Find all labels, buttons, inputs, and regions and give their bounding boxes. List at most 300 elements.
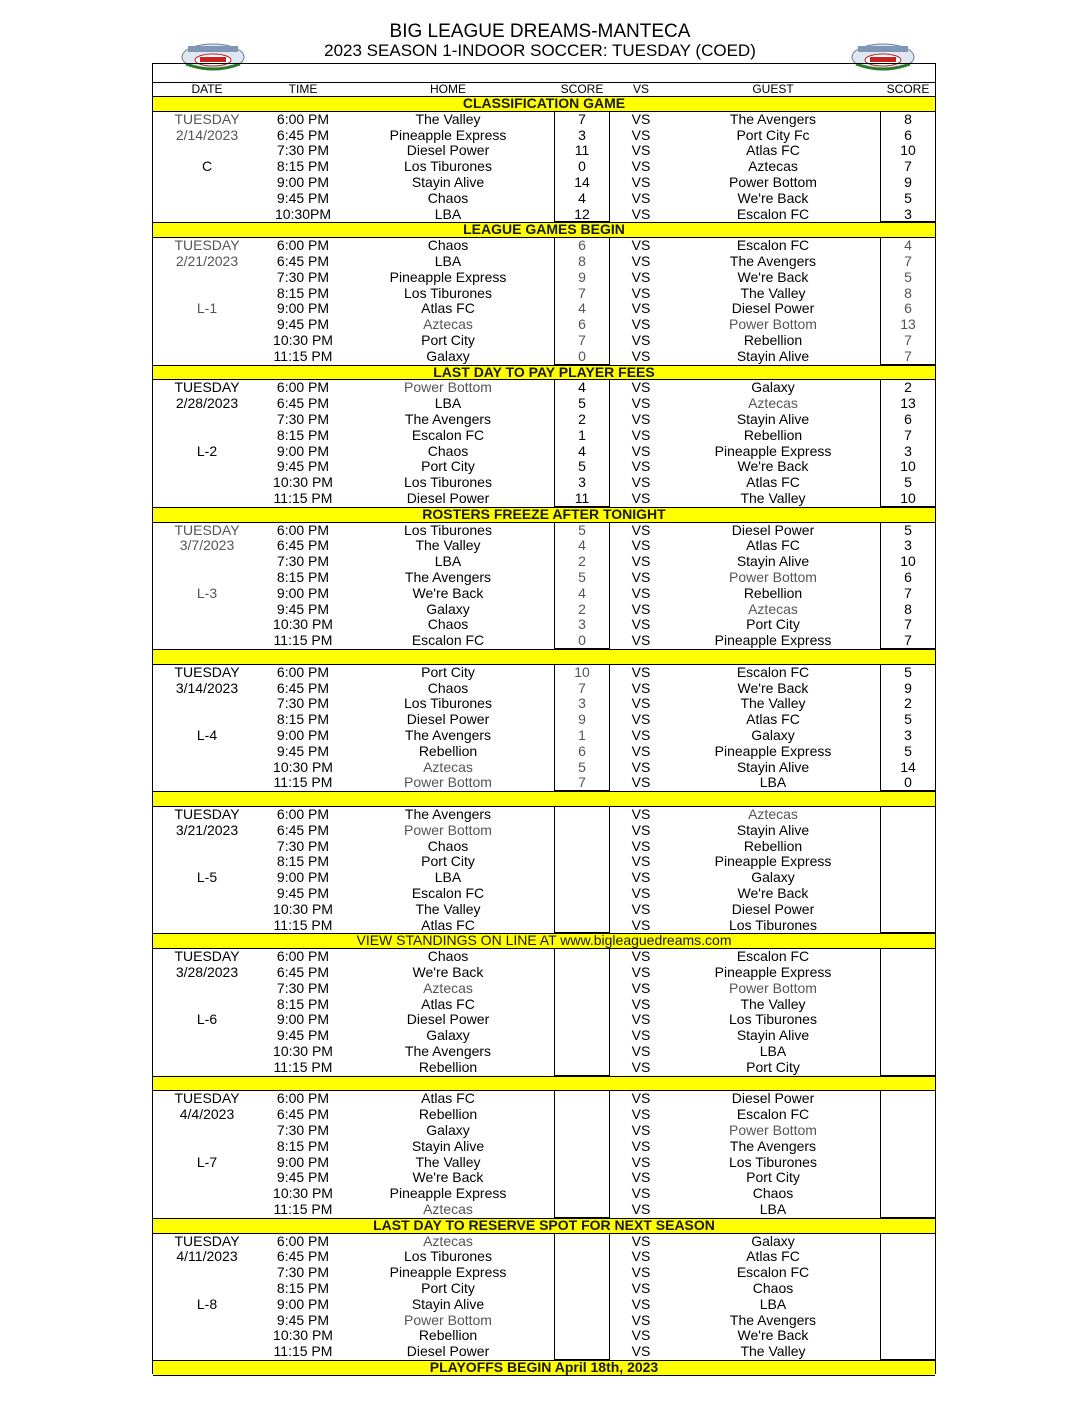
week-code: C (201, 158, 213, 175)
game-time: 9:45 PM (276, 1027, 330, 1044)
game-time: 9:45 PM (276, 600, 330, 617)
home-team: Los Tiburones (404, 158, 492, 175)
game-time: 9:00 PM (276, 1011, 330, 1028)
week-banner: CLASSIFICATION GAME (153, 96, 935, 112)
game-row (153, 1249, 935, 1265)
home-score: 7 (554, 333, 610, 349)
home-team: Atlas FC (421, 916, 475, 933)
home-score (554, 981, 610, 997)
home-score: 5 (554, 760, 610, 776)
game-row (153, 1328, 935, 1344)
guest-score: 10 (880, 491, 936, 507)
guest-score (880, 1123, 936, 1139)
game-row (153, 918, 935, 934)
guest-score: 7 (880, 333, 936, 349)
home-team: Chaos (427, 237, 469, 254)
game-time: 10:30PM (274, 205, 332, 222)
game-row (153, 1297, 935, 1313)
guest-score: 5 (880, 665, 936, 681)
guest-team: Stayin Alive (736, 758, 810, 775)
game-row (153, 428, 935, 444)
guest-score: 8 (880, 286, 936, 302)
guest-score: 8 (880, 112, 936, 128)
week-date: 3/28/2023 (175, 964, 239, 980)
game-row (153, 1313, 935, 1329)
vs-label: VS (631, 332, 651, 348)
week-banner: LEAGUE GAMES BEGIN (153, 222, 935, 238)
home-score (554, 1313, 610, 1329)
home-score (554, 1123, 610, 1139)
game-time: 9:00 PM (276, 584, 330, 601)
guest-score (880, 1234, 936, 1250)
week-day: TUESDAY (174, 948, 240, 965)
game-row (153, 1281, 935, 1297)
game-row (153, 823, 935, 839)
guest-team: The Avengers (729, 110, 817, 127)
game-row (153, 380, 935, 396)
home-score (554, 1012, 610, 1028)
game-time: 11:15 PM (273, 1058, 333, 1075)
guest-score (880, 1202, 936, 1218)
vs-label: VS (631, 553, 651, 570)
guest-score (880, 1281, 936, 1297)
week-day: TUESDAY (174, 663, 240, 680)
home-team: Diesel Power (406, 1011, 490, 1028)
home-score: 12 (554, 207, 610, 223)
game-time: 7:30 PM (276, 268, 330, 285)
game-time: 6:00 PM (276, 1232, 330, 1249)
game-row (153, 1155, 935, 1171)
game-time: 9:00 PM (276, 300, 330, 317)
guest-team: Power Bottom (729, 316, 817, 333)
home-score: 2 (554, 412, 610, 428)
col-date: DATE (191, 82, 223, 96)
game-row (153, 902, 935, 918)
guest-score: 2 (880, 696, 936, 712)
game-row (153, 839, 935, 855)
vs-label: VS (631, 253, 651, 269)
game-time: 7:30 PM (276, 1122, 330, 1138)
vs-label: VS (631, 316, 651, 333)
guest-score: 10 (880, 554, 936, 570)
home-score: 1 (554, 728, 610, 744)
game-row (153, 775, 935, 791)
game-time: 6:45 PM (276, 395, 330, 412)
game-row (153, 301, 935, 317)
home-team: Diesel Power (406, 490, 490, 506)
home-score (554, 854, 610, 870)
home-team: The Avengers (404, 727, 492, 743)
home-team: The Valley (415, 110, 481, 127)
game-time: 11:15 PM (273, 490, 333, 506)
game-row (153, 159, 935, 175)
game-row (153, 633, 935, 649)
guest-score (880, 1297, 936, 1313)
guest-team: Port City (746, 616, 800, 633)
vs-label: VS (631, 1311, 651, 1328)
home-team: The Valley (415, 537, 481, 554)
vs-label: VS (631, 632, 651, 649)
vs-label: VS (631, 1090, 651, 1107)
guest-team: LBA (759, 1043, 787, 1059)
vs-label: VS (631, 1011, 651, 1028)
game-row (153, 1170, 935, 1186)
home-score: 5 (554, 396, 610, 412)
guest-score (880, 870, 936, 886)
home-score: 7 (554, 112, 610, 128)
guest-team: Pineapple Express (714, 442, 832, 459)
guest-score (880, 965, 936, 981)
guest-team: The Avengers (729, 253, 817, 269)
vs-label: VS (631, 806, 651, 822)
game-row (153, 696, 935, 712)
guest-team: Aztecas (748, 395, 798, 412)
guest-score: 7 (880, 633, 936, 649)
week-date: 2/28/2023 (175, 395, 239, 412)
week-code: L-2 (196, 442, 218, 459)
game-row (153, 333, 935, 349)
home-team: Power Bottom (404, 379, 492, 396)
game-time: 10:30 PM (273, 332, 333, 348)
game-row (153, 1265, 935, 1281)
guest-score: 6 (880, 128, 936, 144)
vs-label: VS (631, 268, 651, 285)
game-row (153, 412, 935, 428)
schedule-sheet (152, 63, 936, 1374)
game-time: 6:45 PM (276, 537, 330, 554)
guest-team: LBA (759, 1295, 787, 1312)
game-time: 8:15 PM (276, 158, 330, 175)
week-date: 2/14/2023 (175, 126, 239, 143)
home-score: 4 (554, 301, 610, 317)
home-team: Chaos (427, 837, 469, 854)
guest-score: 2 (880, 380, 936, 396)
game-row (153, 1234, 935, 1250)
home-score (554, 1281, 610, 1297)
game-row (153, 1091, 935, 1107)
game-time: 10:30 PM (273, 900, 333, 917)
home-team: Chaos (427, 442, 469, 459)
home-team: Stayin Alive (411, 1137, 485, 1154)
home-score: 3 (554, 617, 610, 633)
home-team: Power Bottom (404, 1311, 492, 1328)
guest-score: 7 (880, 586, 936, 602)
vs-label: VS (631, 727, 651, 743)
game-time: 7:30 PM (276, 411, 330, 427)
vs-label: VS (631, 395, 651, 412)
footer-banner: PLAYOFFS BEGIN April 18th, 2023 (153, 1360, 935, 1376)
guest-team: Aztecas (748, 600, 798, 617)
home-team: Diesel Power (406, 142, 490, 159)
game-row (153, 981, 935, 997)
vs-label: VS (631, 948, 651, 965)
week-banner (153, 649, 935, 665)
guest-team: We're Back (737, 458, 809, 475)
game-row (153, 317, 935, 333)
home-team: Pineapple Express (389, 1264, 507, 1281)
guest-score: 3 (880, 728, 936, 744)
game-time: 7:30 PM (276, 837, 330, 854)
game-time: 7:30 PM (276, 695, 330, 712)
game-time: 6:00 PM (276, 806, 330, 822)
guest-score: 7 (880, 617, 936, 633)
week-date: 4/4/2023 (179, 1106, 235, 1123)
home-team: Chaos (427, 948, 469, 965)
guest-team: The Valley (740, 284, 806, 301)
home-score (554, 807, 610, 823)
guest-score: 6 (880, 301, 936, 317)
game-time: 7:30 PM (276, 142, 330, 159)
vs-label: VS (631, 1043, 651, 1059)
guest-team: Diesel Power (731, 300, 815, 317)
home-score: 7 (554, 286, 610, 302)
home-score: 3 (554, 128, 610, 144)
vs-label: VS (631, 174, 651, 190)
guest-team: Stayin Alive (736, 411, 810, 427)
vs-label: VS (631, 474, 651, 491)
home-team: Los Tiburones (404, 695, 492, 712)
vs-label: VS (631, 189, 651, 206)
guest-team: The Valley (740, 1343, 806, 1360)
game-row (153, 112, 935, 128)
guest-score (880, 807, 936, 823)
vs-label: VS (631, 979, 651, 996)
home-team: Los Tiburones (404, 284, 492, 301)
vs-label: VS (631, 1264, 651, 1281)
home-score: 3 (554, 475, 610, 491)
home-team: Power Bottom (404, 774, 492, 791)
home-team: Port City (421, 853, 475, 870)
game-row (153, 128, 935, 144)
home-team: Rebellion (418, 1058, 478, 1075)
game-time: 6:45 PM (276, 126, 330, 143)
guest-team: Escalon FC (736, 237, 810, 254)
vs-label: VS (631, 616, 651, 633)
vs-label: VS (631, 521, 651, 538)
home-score (554, 949, 610, 965)
guest-team: We're Back (737, 679, 809, 696)
vs-label: VS (631, 1185, 651, 1202)
week-day: TUESDAY (174, 521, 240, 538)
week-banner: VIEW STANDINGS ON LINE AT www.bigleaguedreams.com (153, 933, 935, 949)
home-team: Escalon FC (411, 632, 485, 649)
game-time: 6:00 PM (276, 237, 330, 254)
home-score: 0 (554, 349, 610, 365)
guest-team: The Avengers (729, 1137, 817, 1154)
guest-score: 7 (880, 428, 936, 444)
home-score: 11 (554, 143, 610, 159)
home-team: Aztecas (423, 316, 473, 333)
guest-team: Galaxy (751, 869, 795, 886)
home-score: 6 (554, 744, 610, 760)
game-time: 10:30 PM (273, 1185, 333, 1202)
guest-team: Chaos (752, 1185, 794, 1202)
guest-score: 13 (880, 317, 936, 333)
home-team: Stayin Alive (411, 174, 485, 190)
home-team: The Avengers (404, 806, 492, 822)
game-row (153, 523, 935, 539)
home-team: The Valley (415, 900, 481, 917)
home-team: LBA (434, 205, 462, 222)
home-team: We're Back (412, 964, 484, 980)
guest-score (880, 981, 936, 997)
game-row (153, 617, 935, 633)
home-score: 8 (554, 254, 610, 270)
guest-score: 9 (880, 175, 936, 191)
guest-team: Los Tiburones (729, 1011, 817, 1028)
vs-label: VS (631, 1295, 651, 1312)
vs-label: VS (631, 885, 651, 901)
game-row (153, 949, 935, 965)
vs-label: VS (631, 916, 651, 933)
guest-score (880, 1091, 936, 1107)
home-score: 0 (554, 633, 610, 649)
game-row (153, 712, 935, 728)
guest-score: 5 (880, 712, 936, 728)
vs-label: VS (631, 1327, 651, 1344)
guest-score (880, 839, 936, 855)
home-team: Port City (421, 458, 475, 475)
guest-score: 14 (880, 760, 936, 776)
home-score: 0 (554, 159, 610, 175)
game-time: 8:15 PM (276, 284, 330, 301)
game-row (153, 744, 935, 760)
game-time: 9:00 PM (276, 869, 330, 886)
guest-team: Power Bottom (729, 174, 817, 190)
game-time: 11:15 PM (273, 632, 333, 649)
home-team: Galaxy (426, 1122, 470, 1138)
game-time: 8:15 PM (276, 853, 330, 870)
home-team: Diesel Power (406, 1343, 490, 1360)
guest-team: Pineapple Express (714, 853, 832, 870)
guest-team: Atlas FC (746, 142, 800, 159)
game-row (153, 254, 935, 270)
vs-label: VS (631, 158, 651, 175)
vs-label: VS (631, 742, 651, 759)
guest-score (880, 1155, 936, 1171)
home-score: 6 (554, 317, 610, 333)
game-time: 7:30 PM (276, 1264, 330, 1281)
guest-score (880, 1044, 936, 1060)
guest-team: Rebellion (743, 426, 803, 443)
home-team: Chaos (427, 679, 469, 696)
vs-label: VS (631, 537, 651, 554)
guest-team: Power Bottom (729, 979, 817, 996)
home-score (554, 902, 610, 918)
week-code: L-5 (196, 869, 218, 886)
game-row (153, 997, 935, 1013)
vs-label: VS (631, 205, 651, 222)
home-score: 7 (554, 775, 610, 791)
guest-team: The Avengers (729, 1311, 817, 1328)
vs-label: VS (631, 1137, 651, 1154)
game-time: 8:15 PM (276, 426, 330, 443)
game-time: 11:15 PM (273, 1343, 333, 1360)
game-row (153, 1028, 935, 1044)
guest-team: Aztecas (748, 158, 798, 175)
game-row (153, 207, 935, 223)
guest-team: Power Bottom (729, 1122, 817, 1138)
week-banner: ROSTERS FREEZE AFTER TONIGHT (153, 507, 935, 523)
home-score: 5 (554, 570, 610, 586)
guest-score (880, 902, 936, 918)
vs-label: VS (631, 411, 651, 427)
home-team: Aztecas (423, 1232, 473, 1249)
home-score (554, 1028, 610, 1044)
vs-label: VS (631, 142, 651, 159)
guest-score: 5 (880, 523, 936, 539)
game-row (153, 1344, 935, 1360)
game-time: 6:45 PM (276, 821, 330, 838)
game-time: 9:45 PM (276, 189, 330, 206)
game-row (153, 491, 935, 507)
game-time: 8:15 PM (276, 711, 330, 728)
home-team: Rebellion (418, 1327, 478, 1344)
home-score: 5 (554, 523, 610, 539)
week-date: 4/11/2023 (176, 1248, 238, 1265)
vs-label: VS (631, 1232, 651, 1249)
game-time: 10:30 PM (273, 616, 333, 633)
home-score: 4 (554, 380, 610, 396)
game-time: 9:00 PM (276, 174, 330, 190)
game-time: 9:45 PM (276, 1311, 330, 1328)
vs-label: VS (631, 995, 651, 1012)
game-time: 6:45 PM (276, 253, 330, 269)
game-time: 8:15 PM (276, 1280, 330, 1296)
game-row (153, 191, 935, 207)
page-title: BIG LEAGUE DREAMS-MANTECA (389, 21, 691, 42)
guest-team: Chaos (752, 1280, 794, 1296)
game-time: 9:45 PM (276, 1169, 330, 1186)
guest-score: 6 (880, 412, 936, 428)
game-row (153, 760, 935, 776)
week-code: L-1 (196, 300, 218, 317)
week-day: TUESDAY (174, 1232, 240, 1249)
game-time: 11:15 PM (273, 774, 333, 791)
home-team: LBA (434, 253, 462, 269)
game-row (153, 665, 935, 681)
game-row (153, 143, 935, 159)
guest-team: Escalon FC (736, 1264, 810, 1281)
vs-label: VS (631, 663, 651, 680)
vs-label: VS (631, 458, 651, 475)
week-day: TUESDAY (174, 1090, 240, 1107)
guest-team: Galaxy (751, 727, 795, 743)
guest-team: LBA (759, 1201, 787, 1217)
home-score: 5 (554, 459, 610, 475)
guest-team: Diesel Power (731, 1090, 815, 1107)
vs-label: VS (631, 837, 651, 854)
vs-label: VS (631, 569, 651, 585)
home-score: 3 (554, 696, 610, 712)
guest-score: 5 (880, 270, 936, 286)
guest-score (880, 1028, 936, 1044)
guest-team: Atlas FC (746, 537, 800, 554)
game-row (153, 1186, 935, 1202)
guest-score: 7 (880, 349, 936, 365)
guest-score (880, 1107, 936, 1123)
home-score: 4 (554, 191, 610, 207)
home-score (554, 839, 610, 855)
home-score (554, 1249, 610, 1265)
guest-team: Escalon FC (736, 948, 810, 965)
guest-score: 10 (880, 459, 936, 475)
game-time: 6:45 PM (276, 679, 330, 696)
game-row (153, 554, 935, 570)
game-row (153, 396, 935, 412)
week-banner (153, 791, 935, 807)
game-row (153, 807, 935, 823)
